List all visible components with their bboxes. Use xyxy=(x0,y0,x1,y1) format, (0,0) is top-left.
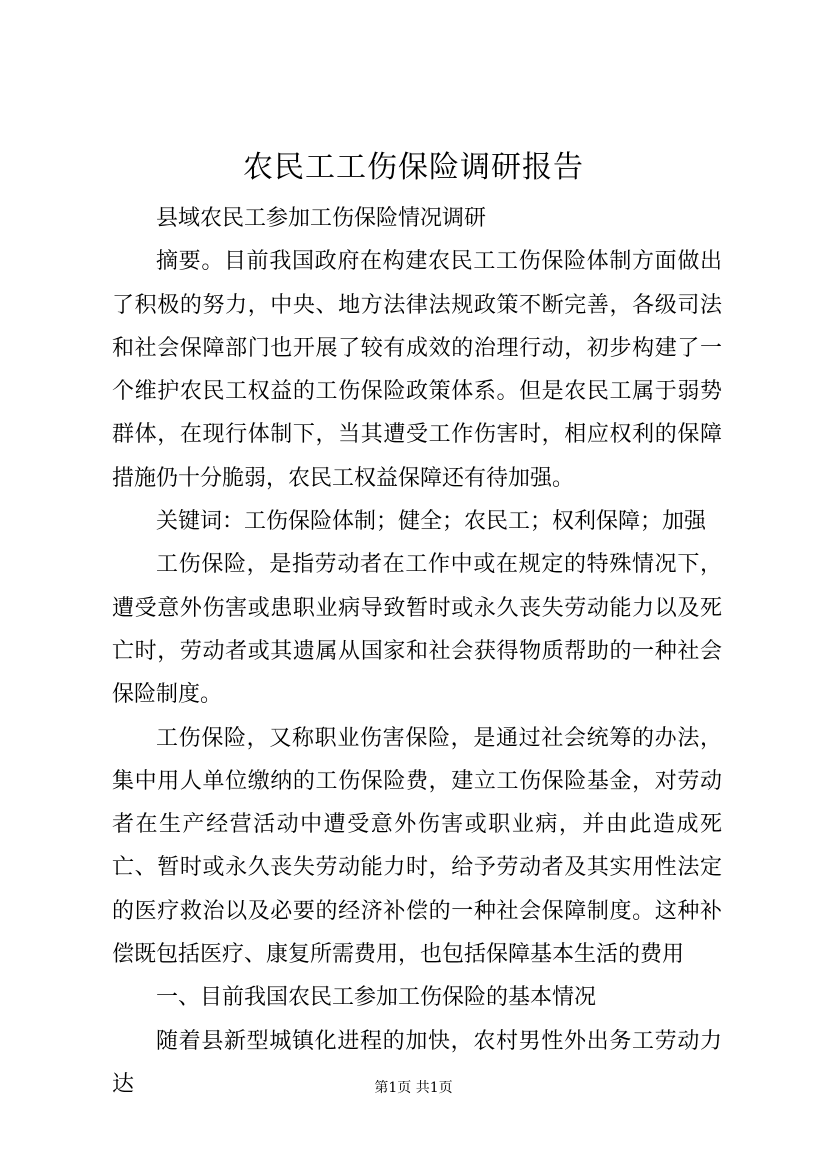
subtitle-paragraph: 县域农民工参加工伤保险情况调研 xyxy=(156,206,487,231)
document-title: 农民工工伤保险调研报告 xyxy=(243,150,584,185)
keywords-paragraph: 关键词：工伤保险体制；健全；农民工；权利保障；加强 xyxy=(156,509,707,535)
body-paragraph: 随着县新型城镇化进程的加快，农村男性外出务工劳动力达 xyxy=(112,1028,722,1097)
page-footer: 第1页 共1页 xyxy=(374,1080,453,1096)
abstract-paragraph: 摘要。目前我国政府在构建农民工工伤保险体制方面做出了积极的努力，中央、地方法律法规政策不断完善，各级司法和社会保障部门也开展了较有成效的治理行动，初步构建了一个维护农民工权益的工伤保险政策体系。但是农民工属于弱势群体，在现行体制下，当其遭受工作伤害时，相应权利的保障措施仍十分脆弱，农民工权益保障还有待加强。 xyxy=(112,249,722,491)
body-paragraph: 工伤保险，又称职业伤害保险，是通过社会统筹的办法，集中用人单位缴纳的工伤保险费，建立工伤保险基金，对劳动者在生产经营活动中遭受意外伤害或职业病，并由此造成死亡、暂时或永久丧失劳动能力时，给予劳动者及其实用性法定的医疗救治以及必要的经济补偿的一种社会保障制度。这种补偿既包括医疗、康复所需费用，也包括保障基本生活的费用 xyxy=(112,725,722,968)
document-body xyxy=(112,197,722,1106)
body-paragraph: 工伤保险，是指劳动者在工作中或在规定的特殊情况下，遭受意外伤害或患职业病导致暂时或永久丧失劳动能力以及死亡时，劳动者或其遗属从国家和社会获得物质帮助的一种社会保险制度。 xyxy=(112,552,722,708)
section-heading: 一、目前我国农民工参加工伤保险的基本情况 xyxy=(156,985,597,1011)
